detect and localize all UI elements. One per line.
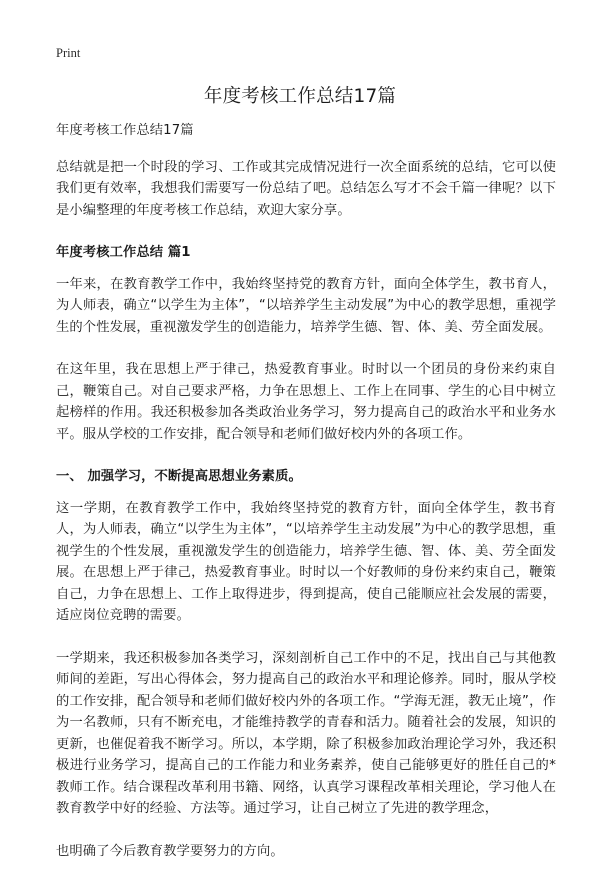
print-link[interactable]: Print xyxy=(56,46,81,60)
body-paragraph: 也明确了今后教育教学要努力的方向。 xyxy=(56,843,284,859)
section-heading: 年度考核工作总结 篇1 xyxy=(56,245,191,260)
body-paragraph: 在这年里，我在思想上严于律己，热爱教育事业。时时以一个团员的身份来约束自己，鞭策自己。对自己要求严格，力争在思想上、工作上在同事、学生的心目中树立起榜样的作用。我还积极参加各类政治业务学习，努力提高自己的政治水平和业务水平。服从学校的工作安排，配合领导和老师们做好校内外的各项工作。 xyxy=(56,362,556,442)
document-subtitle: 年度考核工作总结17篇 xyxy=(56,123,194,138)
document-body xyxy=(56,120,556,883)
body-paragraph: 一学期来，我还积极参加各类学习，深刻剖析自己工作中的不足，找出自己与其他教师间的差距，写出心得体会，努力提高自己的政治水平和理论修养。同时，服从学校的工作安排，配合领导和老师们做好校内外的各项工作。“学海无涯，教无止境”，作为一名教师，只有不断充电，才能维持教学的青春和活力。随着社会的发展，知识的更新，也催促着我不断学习。所以，本学期，除了积极参加政治理论学习外，我还积极进行业务学习，提高自己的工作能力和业务素养，使自己能够更好的胜任自己的*教师工作。结合课程改革利用书籍、网络，认真学习课程改革相关理论，学习他人在教育教学中好的经验、方法等。通过学习，让自己树立了先进的教学理念， xyxy=(56,650,556,816)
body-paragraph: 这一学期，在教育教学工作中，我始终坚持党的教育方针，面向全体学生，教书育人，为人师表，确立“以学生为主体”，“以培养学生主动发展”为中心的教学思想，重视学生的个性发展，重视激发学生的创造能力，培养学生德、智、体、美、劳全面发展。在思想上严于律己，热爱教育事业。时时以一个好教师的身份来约束自己，鞭策自己，力争在思想上、工作上取得进步，得到提高，使自己能顺应社会发展的需要，适应岗位竞聘的需要。 xyxy=(56,500,556,623)
subsection-heading: 一、 加强学习，不断提高思想业务素质。 xyxy=(56,469,302,484)
body-paragraph: 一年来，在教育教学工作中，我始终坚持党的教育方针，面向全体学生，教书育人，为人师表，确立“以学生为主体”，“以培养学生主动发展”为中心的教学思想，重视学生的个性发展，重视激发学生的创造能力，培养学生德、智、体、美、劳全面发展。 xyxy=(56,276,556,335)
intro-paragraph: 总结就是把一个时段的学习、工作或其完成情况进行一次全面系统的总结，它可以使我们更有效率，我想我们需要写一份总结了吧。总结怎么写才不会千篇一律呢？以下是小编整理的年度考核工作总结，欢迎大家分享。 xyxy=(56,159,556,218)
document-title: 年度考核工作总结17篇 xyxy=(203,86,397,107)
